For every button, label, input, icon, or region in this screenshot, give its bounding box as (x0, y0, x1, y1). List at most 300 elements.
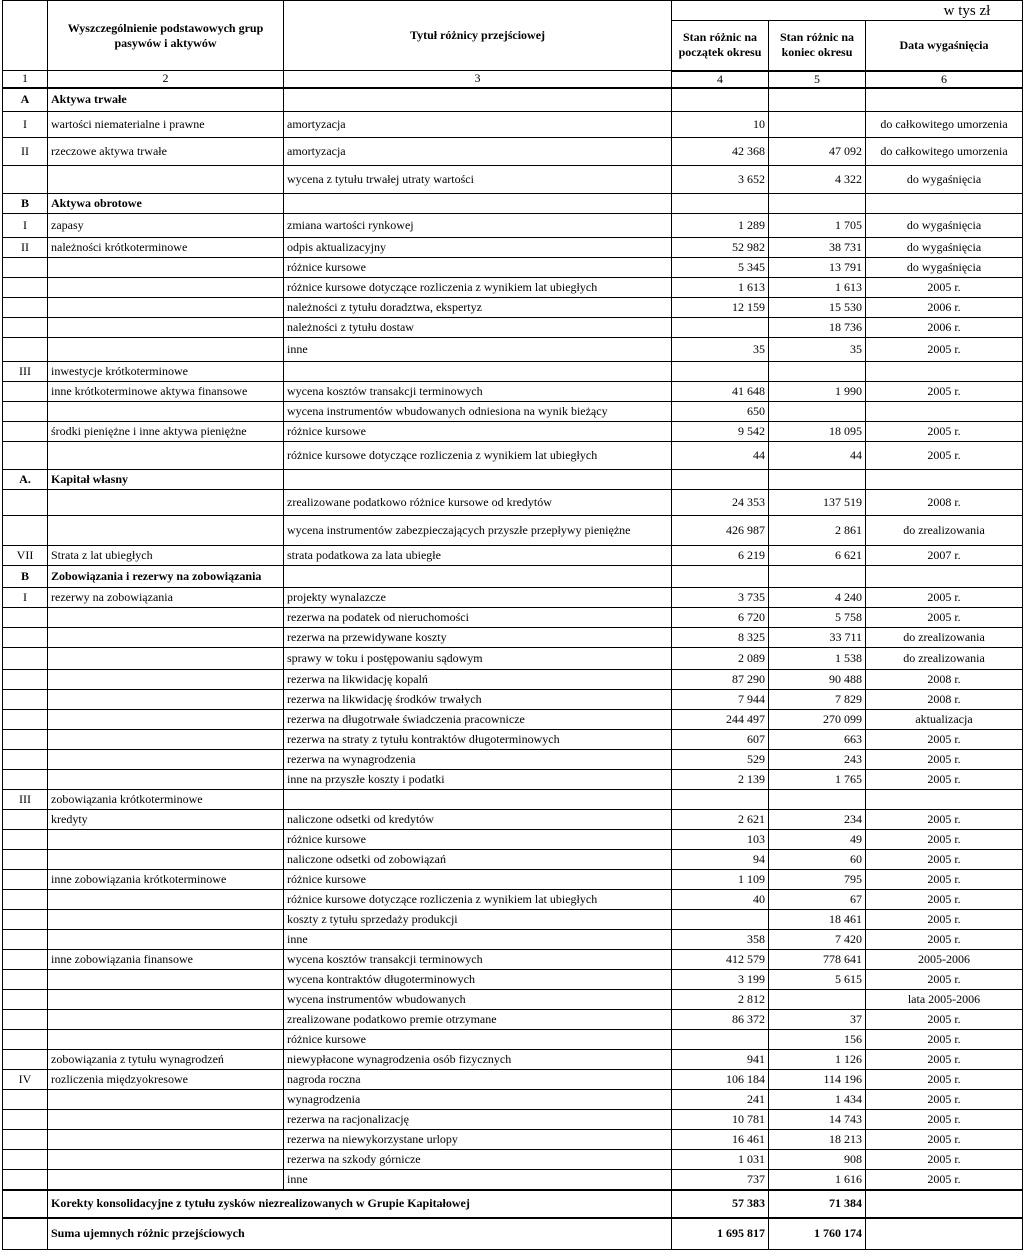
cell-c6: 2005 r. (866, 930, 1023, 950)
cell-c2 (48, 648, 284, 670)
cell-c1 (3, 910, 48, 930)
cell-c2: inwestycje krótkoterminowe (48, 362, 284, 382)
table-row (3, 362, 1023, 382)
cell-c6: do zrealizowania (866, 648, 1023, 670)
cell-c6: 2005 r. (866, 1030, 1023, 1050)
column-number-row (3, 71, 1023, 88)
cell-c3: różnice kursowe (284, 422, 672, 442)
table-row (3, 318, 1023, 338)
consolidation-row (3, 1190, 1023, 1218)
cell-c6: 2005 r. (866, 588, 1023, 608)
cell-c6: 2005 r. (866, 910, 1023, 930)
cell-c3: rezerwa na podatek od nieruchomości (284, 608, 672, 628)
cell-c3: różnice kursowe (284, 258, 672, 278)
cell-c3: rezerwa na przewidywane koszty (284, 628, 672, 648)
cell-c4: 1 289 (672, 214, 769, 238)
cell-c5: 1 538 (769, 648, 866, 670)
summary-c4: 57 383 (672, 1190, 769, 1218)
cell-c3 (284, 194, 672, 214)
table-row (3, 88, 1023, 112)
table-row (3, 950, 1023, 970)
cell-c3: różnice kursowe dotyczące rozliczenia z wynikiem lat ubiegłych (284, 442, 672, 470)
total-row (3, 1218, 1023, 1250)
table-row (3, 990, 1023, 1010)
cell-c2 (48, 628, 284, 648)
cell-c1: IV (3, 1070, 48, 1090)
header-cell-2: Wyszczególnienie podstawowych grup pasywów i aktywów (48, 1, 284, 71)
cell-c5: 37 (769, 1010, 866, 1030)
cell-c2 (48, 970, 284, 990)
table-row (3, 930, 1023, 950)
cell-c3: sprawy w toku i postępowaniu sądowym (284, 648, 672, 670)
cell-c5: 33 711 (769, 628, 866, 648)
cell-c5 (769, 88, 866, 112)
cell-c4: 2 621 (672, 810, 769, 830)
cell-c5: 137 519 (769, 490, 866, 516)
cell-c6: 2005 r. (866, 810, 1023, 830)
cell-c4 (672, 790, 769, 810)
table-row (3, 970, 1023, 990)
cell-c5: 60 (769, 850, 866, 870)
cell-c1 (3, 990, 48, 1010)
cell-c5: 243 (769, 750, 866, 770)
cell-c2: rzeczowe aktywa trwałe (48, 138, 284, 166)
cell-c5: 14 743 (769, 1110, 866, 1130)
cell-c3: koszty z tytułu sprzedaży produkcji (284, 910, 672, 930)
cell-c4: 42 368 (672, 138, 769, 166)
table-row (3, 516, 1023, 546)
table-row (3, 338, 1023, 362)
cell-c5: 1 616 (769, 1170, 866, 1190)
table-row (3, 298, 1023, 318)
cell-c6: 2005 r. (866, 1010, 1023, 1030)
cell-c2 (48, 730, 284, 750)
cell-c2: inne zobowiązania krótkoterminowe (48, 870, 284, 890)
cell-c6: 2005 r. (866, 382, 1023, 402)
table-row (3, 258, 1023, 278)
cell-c4: 86 372 (672, 1010, 769, 1030)
cell-c6: do całkowitego umorzenia (866, 138, 1023, 166)
cell-c4 (672, 362, 769, 382)
table-row (3, 402, 1023, 422)
cell-c4: 40 (672, 890, 769, 910)
unit-label: w tys zł (943, 3, 991, 19)
cell-c3: zmiana wartości rynkowej (284, 214, 672, 238)
table-row (3, 470, 1023, 490)
col-number: 3 (284, 71, 672, 88)
cell-c6: 2005 r. (866, 1110, 1023, 1130)
table-row (3, 870, 1023, 890)
summary-c6 (866, 1218, 1023, 1250)
cell-c4: 6 219 (672, 546, 769, 566)
cell-c1 (3, 402, 48, 422)
cell-c1 (3, 810, 48, 830)
table-row (3, 422, 1023, 442)
cell-c3: rezerwa na szkody górnicze (284, 1150, 672, 1170)
summary-c4: 1 695 817 (672, 1218, 769, 1250)
cell-c3: różnice kursowe (284, 1030, 672, 1050)
cell-c2 (48, 1010, 284, 1030)
cell-c1: I (3, 112, 48, 138)
cell-c2: zobowiązania krótkoterminowe (48, 790, 284, 810)
header-cell-1 (3, 1, 48, 71)
cell-c1 (3, 422, 48, 442)
cell-c6: 2005 r. (866, 750, 1023, 770)
cell-c4: 1 109 (672, 870, 769, 890)
cell-c3: różnice kursowe (284, 870, 672, 890)
cell-c4: 426 987 (672, 516, 769, 546)
cell-c5: 6 621 (769, 546, 866, 566)
cell-c5: 156 (769, 1030, 866, 1050)
cell-c2 (48, 890, 284, 910)
cell-c6 (866, 362, 1023, 382)
cell-c2 (48, 750, 284, 770)
cell-c6: 2005 r. (866, 870, 1023, 890)
cell-c5 (769, 990, 866, 1010)
cell-c2 (48, 1030, 284, 1050)
cell-c3: należności z tytułu doradztwa, ekspertyz (284, 298, 672, 318)
cell-c6: 2005 r. (866, 1130, 1023, 1150)
table-row (3, 910, 1023, 930)
table-row (3, 790, 1023, 810)
cell-c1 (3, 1130, 48, 1150)
table-row (3, 138, 1023, 166)
cell-c1 (3, 382, 48, 402)
cell-c5: 1 434 (769, 1090, 866, 1110)
table-row (3, 490, 1023, 516)
cell-c2: Strata z lat ubiegłych (48, 546, 284, 566)
cell-c1 (3, 298, 48, 318)
table-row (3, 1170, 1023, 1190)
cell-c4: 358 (672, 930, 769, 950)
cell-c3: wycena z tytułu trwałej utraty wartości (284, 166, 672, 194)
cell-c3: rezerwa na długotrwałe świadczenia pracownicze (284, 710, 672, 730)
table-row (3, 278, 1023, 298)
table-row (3, 628, 1023, 648)
cell-c2 (48, 830, 284, 850)
cell-c6 (866, 88, 1023, 112)
cell-c3: wycena instrumentów wbudowanych (284, 990, 672, 1010)
table-row (3, 890, 1023, 910)
cell-c6: 2005 r. (866, 830, 1023, 850)
cell-c4: 1 031 (672, 1150, 769, 1170)
summary-spacer (3, 1218, 48, 1250)
cell-c2: rozliczenia międzyokresowe (48, 1070, 284, 1090)
cell-c5 (769, 790, 866, 810)
table-row (3, 830, 1023, 850)
table-row (3, 214, 1023, 238)
cell-c1: B (3, 194, 48, 214)
cell-c5 (769, 566, 866, 588)
cell-c4: 2 139 (672, 770, 769, 790)
cell-c2: wartości niematerialne i prawne (48, 112, 284, 138)
table-row (3, 750, 1023, 770)
cell-c2: zobowiązania z tytułu wynagrodzeń (48, 1050, 284, 1070)
cell-c4: 24 353 (672, 490, 769, 516)
cell-c2: Zobowiązania i rezerwy na zobowiązania (48, 566, 284, 588)
table-row (3, 238, 1023, 258)
col-number: 1 (3, 71, 48, 88)
cell-c6: 2005 r. (866, 1170, 1023, 1190)
cell-c6: 2005 r. (866, 1050, 1023, 1070)
cell-c1: A. (3, 470, 48, 490)
cell-c6: 2005 r. (866, 1150, 1023, 1170)
header-cell-5: Stan różnic na koniec okresu (769, 21, 866, 71)
cell-c3 (284, 790, 672, 810)
cell-c2 (48, 710, 284, 730)
cell-c4: 1 613 (672, 278, 769, 298)
cell-c3 (284, 470, 672, 490)
cell-c6: 2005 r. (866, 278, 1023, 298)
cell-c1 (3, 670, 48, 690)
cell-c3 (284, 566, 672, 588)
cell-c5: 5 758 (769, 608, 866, 628)
cell-c1 (3, 870, 48, 890)
cell-c6: 2005 r. (866, 422, 1023, 442)
cell-c1 (3, 1030, 48, 1050)
cell-c5: 44 (769, 442, 866, 470)
cell-c5: 13 791 (769, 258, 866, 278)
cell-c4: 16 461 (672, 1130, 769, 1150)
cell-c1 (3, 690, 48, 710)
cell-c1: I (3, 588, 48, 608)
cell-c5: 15 530 (769, 298, 866, 318)
cell-c5: 4 240 (769, 588, 866, 608)
cell-c3: różnice kursowe dotyczące rozliczenia z wynikiem lat ubiegłych (284, 278, 672, 298)
cell-c2 (48, 338, 284, 362)
summary-c5: 71 384 (769, 1190, 866, 1218)
cell-c4: 529 (672, 750, 769, 770)
cell-c4: 87 290 (672, 670, 769, 690)
cell-c1: II (3, 238, 48, 258)
cell-c2 (48, 1110, 284, 1130)
cell-c6: do zrealizowania (866, 628, 1023, 648)
cell-c6 (866, 194, 1023, 214)
cell-c3: strata podatkowa za lata ubiegłe (284, 546, 672, 566)
cell-c1 (3, 1170, 48, 1190)
cell-c3: projekty wynalazcze (284, 588, 672, 608)
cell-c6: do wygaśnięcia (866, 214, 1023, 238)
cell-c4: 244 497 (672, 710, 769, 730)
cell-c3: odpis aktualizacyjny (284, 238, 672, 258)
cell-c6: 2005 r. (866, 890, 1023, 910)
col-number: 6 (866, 71, 1023, 88)
cell-c1 (3, 442, 48, 470)
cell-c2 (48, 1090, 284, 1110)
summary-c5: 1 760 174 (769, 1218, 866, 1250)
cell-c5: 47 092 (769, 138, 866, 166)
cell-c5: 234 (769, 810, 866, 830)
cell-c3: niewypłacone wynagrodzenia osób fizycznych (284, 1050, 672, 1070)
cell-c1 (3, 890, 48, 910)
cell-c1 (3, 278, 48, 298)
cell-c5: 35 (769, 338, 866, 362)
table-row (3, 648, 1023, 670)
table-row (3, 112, 1023, 138)
col-number: 5 (769, 71, 866, 88)
cell-c3: wycena instrumentów wbudowanych odniesiona na wynik bieżący (284, 402, 672, 422)
cell-c2 (48, 402, 284, 422)
cell-c1 (3, 830, 48, 850)
cell-c3: należności z tytułu dostaw (284, 318, 672, 338)
col-number: 4 (672, 71, 769, 88)
cell-c4: 9 542 (672, 422, 769, 442)
cell-c4: 10 (672, 112, 769, 138)
cell-c6: 2007 r. (866, 546, 1023, 566)
cell-c2: Kapitał własny (48, 470, 284, 490)
cell-c3: różnice kursowe (284, 830, 672, 850)
cell-c2 (48, 770, 284, 790)
cell-c1: III (3, 790, 48, 810)
cell-c3: amortyzacja (284, 112, 672, 138)
cell-c2 (48, 516, 284, 546)
cell-c5: 5 615 (769, 970, 866, 990)
cell-c1 (3, 648, 48, 670)
cell-c6: 2005 r. (866, 1070, 1023, 1090)
deferred-tax-table (2, 0, 1023, 1250)
cell-c2 (48, 1170, 284, 1190)
cell-c3: wycena kosztów transakcji terminowych (284, 950, 672, 970)
cell-c3: nagroda roczna (284, 1070, 672, 1090)
cell-c5: 18 095 (769, 422, 866, 442)
cell-c6 (866, 790, 1023, 810)
table-row (3, 690, 1023, 710)
cell-c4 (672, 318, 769, 338)
cell-c5: 114 196 (769, 1070, 866, 1090)
cell-c3 (284, 362, 672, 382)
cell-c3: inne (284, 1170, 672, 1190)
cell-c2 (48, 990, 284, 1010)
table-row (3, 566, 1023, 588)
cell-c4: 41 648 (672, 382, 769, 402)
cell-c3: inne (284, 338, 672, 362)
cell-c3 (284, 88, 672, 112)
cell-c1 (3, 628, 48, 648)
cell-c6: 2005-2006 (866, 950, 1023, 970)
unit-cell (672, 1, 1023, 21)
table-row (3, 710, 1023, 730)
cell-c2: środki pieniężne i inne aktywa pieniężne (48, 422, 284, 442)
cell-c1 (3, 490, 48, 516)
cell-c2 (48, 298, 284, 318)
cell-c5: 7 829 (769, 690, 866, 710)
cell-c5: 908 (769, 1150, 866, 1170)
cell-c1 (3, 166, 48, 194)
cell-c2 (48, 690, 284, 710)
cell-c3: wynagrodzenia (284, 1090, 672, 1110)
cell-c5 (769, 112, 866, 138)
cell-c5: 2 861 (769, 516, 866, 546)
cell-c5: 663 (769, 730, 866, 750)
table-row (3, 194, 1023, 214)
header-cell-3: Tytuł różnicy przejściowej (284, 1, 672, 71)
cell-c1 (3, 1150, 48, 1170)
cell-c1 (3, 970, 48, 990)
table-row (3, 382, 1023, 402)
cell-c3: wycena kosztów transakcji terminowych (284, 382, 672, 402)
cell-c6: 2006 r. (866, 318, 1023, 338)
cell-c4: 12 159 (672, 298, 769, 318)
cell-c2 (48, 670, 284, 690)
cell-c3: rezerwa na likwidację kopalń (284, 670, 672, 690)
table-row (3, 1090, 1023, 1110)
cell-c2 (48, 166, 284, 194)
cell-c1 (3, 258, 48, 278)
table-row (3, 670, 1023, 690)
cell-c4: 6 720 (672, 608, 769, 628)
cell-c3: inne na przyszłe koszty i podatki (284, 770, 672, 790)
cell-c2 (48, 442, 284, 470)
cell-c3: rezerwa na racjonalizację (284, 1110, 672, 1130)
cell-c3: rezerwa na straty z tytułu kontraktów długoterminowych (284, 730, 672, 750)
cell-c1: I (3, 214, 48, 238)
cell-c4: 2 089 (672, 648, 769, 670)
cell-c2: należności krótkoterminowe (48, 238, 284, 258)
cell-c2 (48, 278, 284, 298)
table-row (3, 850, 1023, 870)
cell-c1 (3, 1010, 48, 1030)
table-row (3, 1030, 1023, 1050)
cell-c4: 2 812 (672, 990, 769, 1010)
cell-c4: 412 579 (672, 950, 769, 970)
summary-label: Suma ujemnych różnic przejściowych (48, 1218, 672, 1250)
cell-c6: 2005 r. (866, 850, 1023, 870)
cell-c5: 38 731 (769, 238, 866, 258)
table-row (3, 1050, 1023, 1070)
summary-label: Korekty konsolidacyjne z tytułu zysków niezrealizowanych w Grupie Kapitałowej (48, 1190, 672, 1218)
cell-c6: 2005 r. (866, 770, 1023, 790)
cell-c4: 7 944 (672, 690, 769, 710)
cell-c5: 1 765 (769, 770, 866, 790)
cell-c5: 1 613 (769, 278, 866, 298)
cell-c5 (769, 362, 866, 382)
cell-c1: III (3, 362, 48, 382)
table-row (3, 608, 1023, 628)
table-row (3, 810, 1023, 830)
cell-c1 (3, 318, 48, 338)
cell-c3: amortyzacja (284, 138, 672, 166)
cell-c2: rezerwy na zobowiązania (48, 588, 284, 608)
cell-c1 (3, 850, 48, 870)
cell-c4 (672, 88, 769, 112)
cell-c4: 44 (672, 442, 769, 470)
cell-c1: A (3, 88, 48, 112)
cell-c6: do całkowitego umorzenia (866, 112, 1023, 138)
cell-c6: 2008 r. (866, 690, 1023, 710)
cell-c2 (48, 490, 284, 516)
cell-c1 (3, 1110, 48, 1130)
cell-c3: naliczone odsetki od kredytów (284, 810, 672, 830)
cell-c2 (48, 910, 284, 930)
table-row (3, 1070, 1023, 1090)
cell-c3: rezerwa na likwidację środków trwałych (284, 690, 672, 710)
cell-c6: 2005 r. (866, 442, 1023, 470)
cell-c1 (3, 710, 48, 730)
header-cell-4: Stan różnic na początek okresu (672, 21, 769, 71)
cell-c5 (769, 194, 866, 214)
cell-c5 (769, 402, 866, 422)
cell-c6: 2008 r. (866, 670, 1023, 690)
cell-c5: 49 (769, 830, 866, 850)
cell-c3: naliczone odsetki od zobowiązań (284, 850, 672, 870)
table-row (3, 1150, 1023, 1170)
summary-spacer (3, 1190, 48, 1218)
cell-c1 (3, 730, 48, 750)
cell-c6: 2005 r. (866, 970, 1023, 990)
cell-c5: 1 990 (769, 382, 866, 402)
table-row (3, 588, 1023, 608)
header-cell-6: Data wygaśnięcia (866, 21, 1023, 71)
